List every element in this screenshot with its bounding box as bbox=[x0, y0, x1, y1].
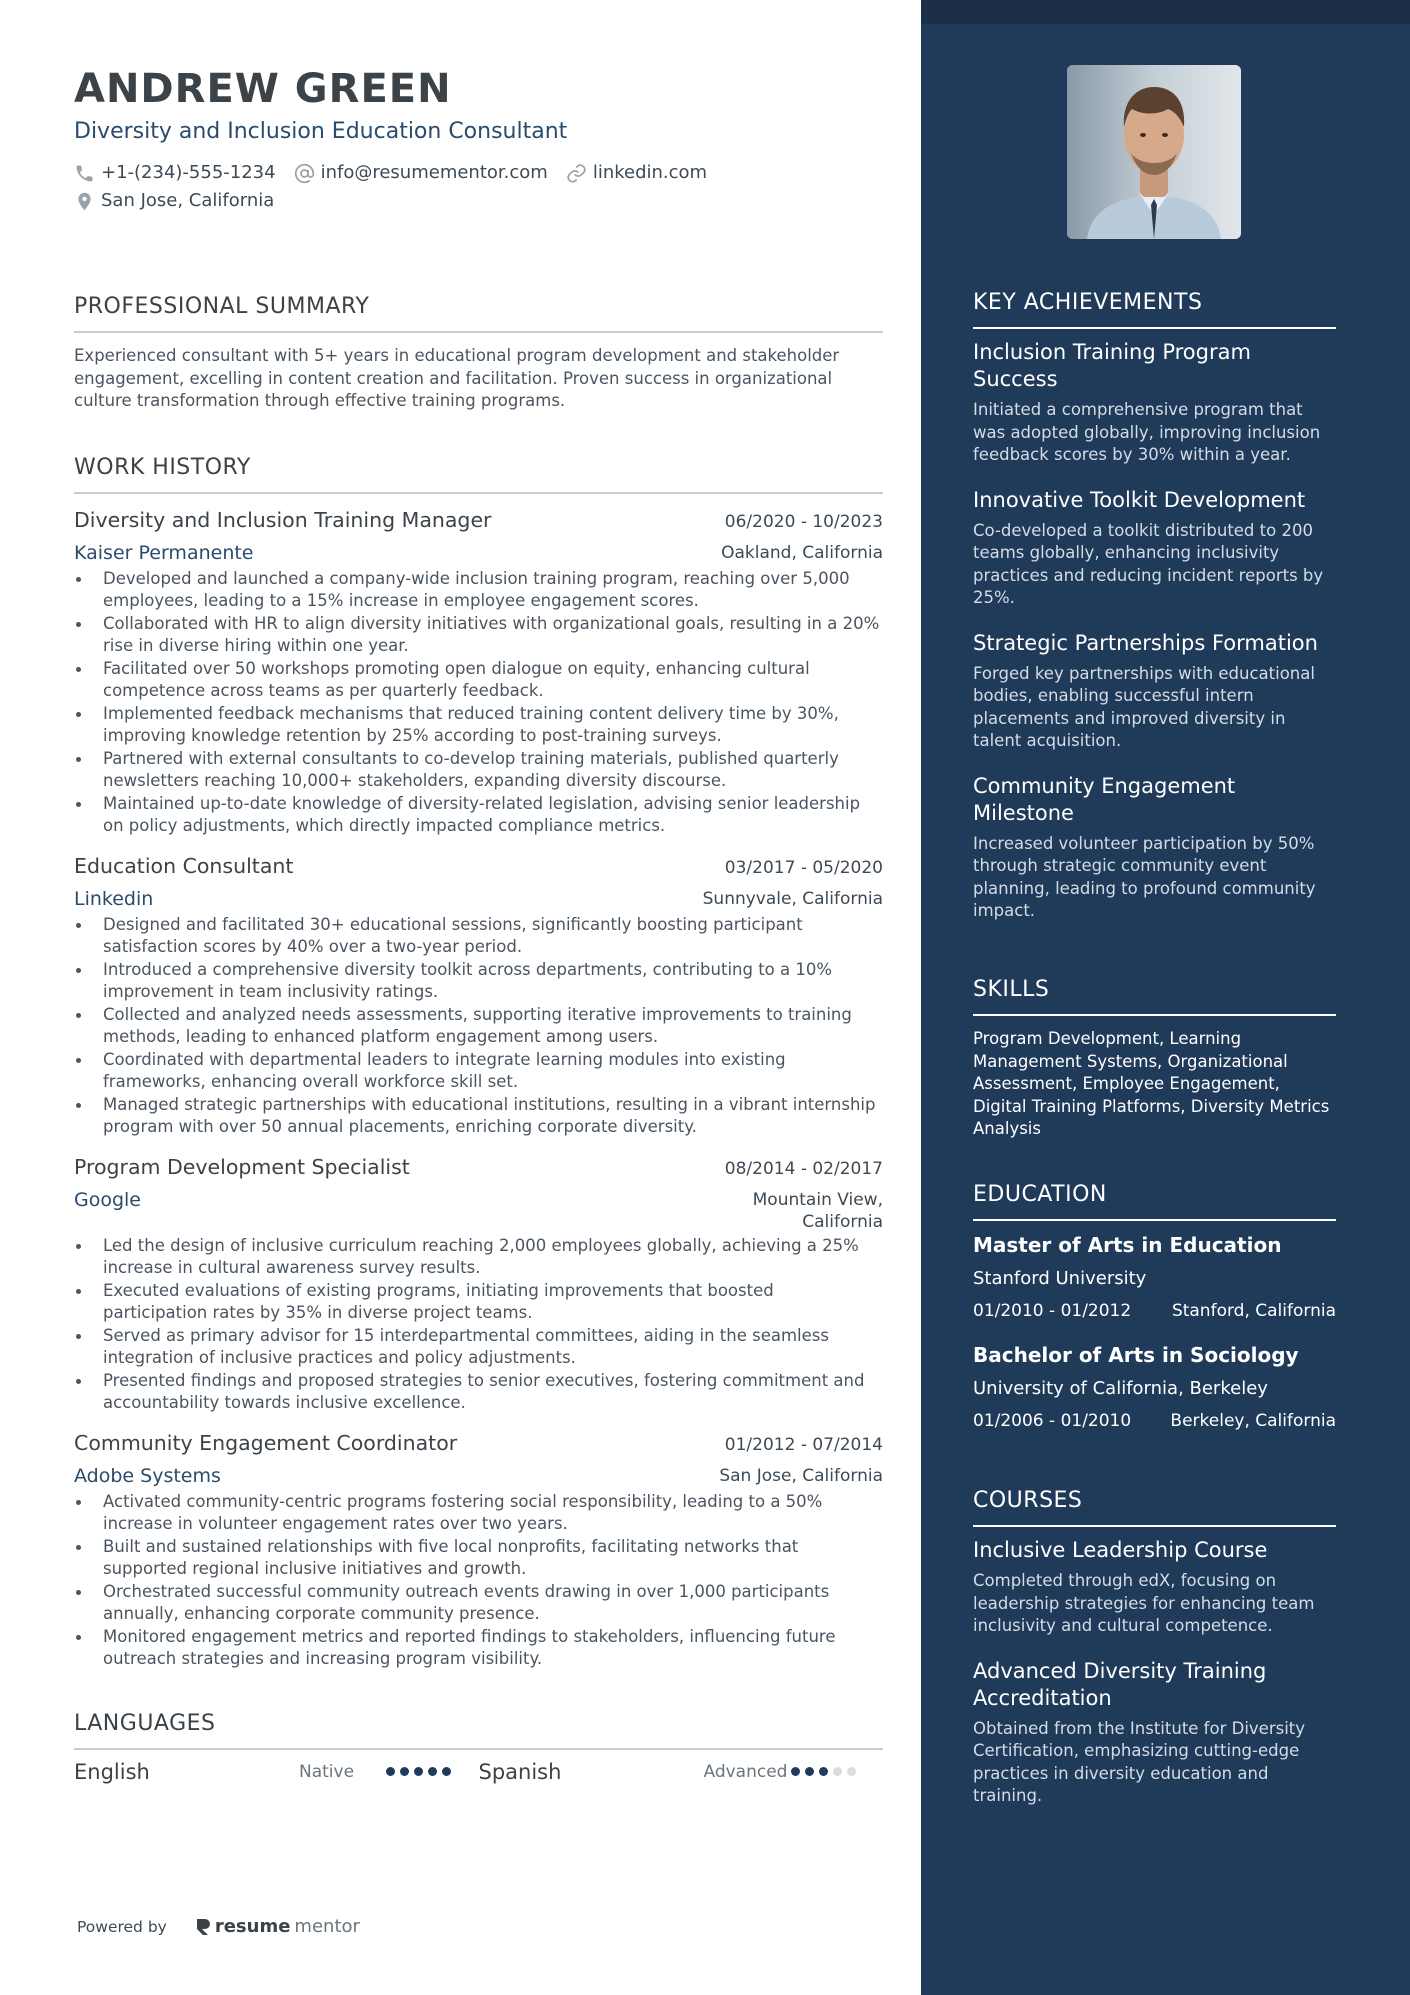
profile-photo bbox=[1067, 65, 1241, 239]
rating-dot-filled bbox=[819, 1767, 828, 1776]
bullet-item: Managed strategic partnerships with educational institutions, resulting in a vibrant internship program with over 50 annual placements, enriching corporate diversity. bbox=[74, 1094, 883, 1139]
job-header bbox=[74, 506, 883, 534]
job-subheader bbox=[74, 540, 883, 566]
courses-heading: COURSES bbox=[973, 1488, 1336, 1527]
course-text: Completed through edX, focusing on leadership strategies for enhancing team inclusivity and cultural competence. bbox=[973, 1571, 1315, 1635]
job-company: Kaiser Permanente bbox=[74, 541, 254, 564]
achievement-text: Initiated a comprehensive program that was adopted globally, improving inclusion feedback scores by 30% within a year. bbox=[973, 400, 1321, 464]
course-title: Advanced Diversity Training Accreditation bbox=[973, 1658, 1267, 1710]
courses-list bbox=[973, 1537, 1336, 1808]
bullet-item: Monitored engagement metrics and reported findings to stakeholders, influencing future outreach strategies and increasing program visibility. bbox=[74, 1626, 883, 1671]
work-heading: WORK HISTORY bbox=[74, 455, 883, 494]
achievement-text: Increased volunteer participation by 50% through strategic community event planning, leading to profound community impact. bbox=[973, 833, 1316, 920]
bullet-item: Led the design of inclusive curriculum reaching 2,000 employees globally, achieving a 25% increase in cultural awareness survey results. bbox=[74, 1235, 883, 1280]
job-company: Linkedin bbox=[74, 887, 154, 910]
language-level: Native bbox=[299, 1761, 355, 1782]
brand-logo[interactable] bbox=[195, 1916, 360, 1937]
location-pin-icon bbox=[74, 191, 95, 212]
job-header bbox=[74, 852, 883, 880]
portrait-image bbox=[1067, 65, 1241, 239]
education-degree: Master of Arts in Education bbox=[973, 1233, 1282, 1257]
rating-dot-filled bbox=[386, 1767, 395, 1776]
candidate-title: Diversity and Inclusion Education Consultant bbox=[74, 119, 568, 144]
job-title: Community Engagement Coordinator bbox=[74, 1430, 458, 1455]
education-dates: 01/2010 - 01/2012 bbox=[973, 1301, 1132, 1321]
course-title: Inclusive Leadership Course bbox=[973, 1538, 1268, 1562]
bullet-item: Presented findings and proposed strategies to senior executives, fostering commitment and accountability towards inclusive excellence. bbox=[74, 1370, 883, 1415]
language-rating bbox=[791, 1767, 856, 1776]
job-dates: 01/2012 - 07/2014 bbox=[724, 1434, 883, 1455]
sidebar bbox=[921, 0, 1410, 1995]
job-bullets bbox=[74, 914, 883, 1139]
job-company: Google bbox=[74, 1188, 142, 1211]
job-title: Diversity and Inclusion Training Manager bbox=[74, 507, 492, 532]
work-section bbox=[74, 455, 883, 1671]
job-subheader bbox=[74, 886, 883, 912]
linkedin-text: linkedin.com bbox=[592, 162, 708, 183]
rating-dot-filled bbox=[414, 1767, 423, 1776]
achievement-text: Co-developed a toolkit distributed to 200 teams globally, enhancing inclusivity practices and reducing incident reports by 25%. bbox=[973, 520, 1324, 607]
job-bullets bbox=[74, 568, 883, 838]
rating-dot-empty bbox=[833, 1767, 842, 1776]
contact-row bbox=[74, 160, 883, 186]
job-entry bbox=[74, 1153, 883, 1415]
at-sign-icon bbox=[294, 163, 315, 184]
bullet-item: Orchestrated successful community outreach events drawing in over 1,000 participants annually, enhancing corporate community presence. bbox=[74, 1581, 883, 1626]
achievement-title: Inclusion Training Program Success bbox=[973, 340, 1251, 391]
bullet-item: Designed and facilitated 30+ educational sessions, significantly boosting participant satisfaction scores by 40% over a two-year period. bbox=[74, 914, 883, 959]
bullet-item: Maintained up-to-date knowledge of diversity-related legislation, advising senior leadership on policy adjustments, which directly impacted compliance metrics. bbox=[74, 793, 883, 838]
education-heading: EDUCATION bbox=[973, 1182, 1336, 1221]
bullet-item: Served as primary advisor for 15 interdepartmental committees, aiding in the seamless integration of inclusive practices and policy adjustments. bbox=[74, 1325, 883, 1370]
skills-text: Program Development, Learning Management Systems, Organizational Assessment, Employee Engagement, Digital Training Platforms, Diversity Metrics Analysis bbox=[973, 1029, 1330, 1138]
education-dates: 01/2006 - 01/2010 bbox=[973, 1411, 1132, 1431]
rating-dot-filled bbox=[400, 1767, 409, 1776]
bullet-item: Activated community-centric programs fostering social responsibility, leading to a 50% increase in volunteer engagement rates over two years. bbox=[74, 1491, 883, 1536]
email-text: info@resumementor.com bbox=[320, 162, 548, 183]
language-rating bbox=[386, 1767, 451, 1776]
education-list bbox=[973, 1231, 1336, 1431]
education-meta bbox=[973, 1301, 1336, 1321]
contact-location bbox=[74, 188, 274, 214]
education-meta bbox=[973, 1411, 1336, 1431]
powered-by-label: Powered by bbox=[77, 1917, 167, 1936]
powered-by bbox=[77, 1916, 360, 1937]
bullet-item: Coordinated with departmental leaders to integrate learning modules into existing frameworks, enhancing overall workforce skill set. bbox=[74, 1049, 883, 1094]
language-name: English bbox=[74, 1759, 150, 1784]
languages-section bbox=[74, 1711, 883, 1784]
achievements-list bbox=[973, 339, 1336, 923]
summary-heading: PROFESSIONAL SUMMARY bbox=[74, 294, 883, 333]
job-dates: 06/2020 - 10/2023 bbox=[724, 511, 883, 532]
education-degree: Bachelor of Arts in Sociology bbox=[973, 1343, 1299, 1367]
education-location: Berkeley, California bbox=[1170, 1411, 1336, 1431]
skills-heading: SKILLS bbox=[973, 977, 1336, 1016]
job-bullets bbox=[74, 1491, 883, 1671]
rating-dot-filled bbox=[442, 1767, 451, 1776]
rating-dot-filled bbox=[791, 1767, 800, 1776]
summary-text: Experienced consultant with 5+ years in educational program development and stakeholder engagement, excelling in content creation and facilitation. Proven success in organizational culture transformation through effective training programs. bbox=[74, 346, 840, 410]
brand-thin: mentor bbox=[294, 1916, 360, 1937]
achievement-title: Innovative Toolkit Development bbox=[973, 487, 1306, 512]
bullet-item: Built and sustained relationships with five local nonprofits, facilitating networks that supported regional inclusive initiatives and growth. bbox=[74, 1536, 883, 1581]
sidebar-top-bar bbox=[921, 0, 1410, 24]
contact-email[interactable] bbox=[294, 160, 548, 186]
languages-heading: LANGUAGES bbox=[74, 1711, 883, 1750]
job-dates: 03/2017 - 05/2020 bbox=[724, 857, 883, 878]
achievement-text: Forged key partnerships with educational bodies, enabling successful intern placements and improved diversity in talent acquisition. bbox=[973, 663, 1315, 750]
rating-dot-filled bbox=[428, 1767, 437, 1776]
job-location: Mountain View, California bbox=[752, 1189, 883, 1232]
location-text: San Jose, California bbox=[101, 190, 275, 211]
education-location: Stanford, California bbox=[1171, 1301, 1336, 1321]
contact-linkedin[interactable] bbox=[566, 160, 707, 186]
job-subheader bbox=[74, 1187, 883, 1233]
bullet-item: Facilitated over 50 workshops promoting open dialogue on equity, enhancing cultural competence across teams as per quarterly feedback. bbox=[74, 658, 883, 703]
languages-row bbox=[74, 1760, 883, 1784]
job-entry bbox=[74, 506, 883, 838]
achievement-title: Strategic Partnerships Formation bbox=[973, 630, 1318, 655]
achievement-title: Community Engagement Milestone bbox=[973, 773, 1236, 825]
bullet-item: Developed and launched a company-wide inclusion training program, reaching over 5,000 employees, leading to a 15% increase in employee engagement scores. bbox=[74, 568, 883, 613]
bullet-item: Collected and analyzed needs assessments, supporting iterative improvements to training methods, leading to enhanced platform engagement among users. bbox=[74, 1004, 883, 1049]
contact-phone[interactable] bbox=[74, 160, 276, 186]
language-item bbox=[479, 1760, 884, 1784]
language-item bbox=[74, 1760, 479, 1784]
job-title: Education Consultant bbox=[74, 853, 294, 878]
bullet-item: Introduced a comprehensive diversity toolkit across departments, contributing to a 10% improvement in team inclusivity ratings. bbox=[74, 959, 883, 1004]
job-title: Program Development Specialist bbox=[74, 1154, 410, 1179]
rating-dot-filled bbox=[805, 1767, 814, 1776]
job-entry bbox=[74, 852, 883, 1139]
course-text: Obtained from the Institute for Diversity Certification, emphasizing cutting-edge practices in diversity education and training. bbox=[973, 1718, 1306, 1805]
job-subheader bbox=[74, 1463, 883, 1489]
job-header bbox=[74, 1429, 883, 1457]
education-school: University of California, Berkeley bbox=[973, 1378, 1268, 1399]
link-icon bbox=[566, 163, 587, 184]
bullet-item: Executed evaluations of existing programs, initiating improvements that boosted participation rates by 35% in diverse project teams. bbox=[74, 1280, 883, 1325]
achievements-section bbox=[973, 290, 1336, 923]
courses-section bbox=[973, 1488, 1336, 1808]
summary-section bbox=[74, 294, 883, 413]
contact-row-2 bbox=[74, 188, 883, 214]
brand-bold: resume bbox=[214, 1916, 291, 1937]
education-section bbox=[973, 1182, 1336, 1431]
job-bullets bbox=[74, 1235, 883, 1415]
phone-icon bbox=[74, 163, 95, 184]
job-dates: 08/2014 - 02/2017 bbox=[724, 1158, 883, 1179]
bullet-item: Collaborated with HR to align diversity initiatives with organizational goals, resulting in a 20% rise in diverse hiring within one year. bbox=[74, 613, 883, 658]
rating-dot-empty bbox=[847, 1767, 856, 1776]
language-name: Spanish bbox=[478, 1759, 562, 1784]
jobs-list bbox=[74, 506, 883, 1671]
job-company: Adobe Systems bbox=[74, 1464, 221, 1487]
job-location: Sunnyvale, California bbox=[702, 888, 883, 909]
bullet-item: Implemented feedback mechanisms that reduced training content delivery time by 30%, improving knowledge retention by 25% according to post-training surveys. bbox=[74, 703, 883, 748]
candidate-name: ANDREW GREEN bbox=[74, 66, 452, 112]
achievements-heading: KEY ACHIEVEMENTS bbox=[973, 290, 1336, 329]
phone-text: +1-(234)-555-1234 bbox=[101, 162, 276, 183]
job-header bbox=[74, 1153, 883, 1181]
skills-section bbox=[973, 977, 1336, 1141]
job-entry bbox=[74, 1429, 883, 1671]
education-school: Stanford University bbox=[973, 1268, 1147, 1289]
brand-mark-icon bbox=[195, 1917, 211, 1937]
job-location: Oakland, California bbox=[721, 542, 883, 563]
job-location: San Jose, California bbox=[719, 1465, 883, 1486]
language-level: Advanced bbox=[703, 1761, 788, 1782]
bullet-item: Partnered with external consultants to co-develop training materials, published quarterly newsletters reaching 10,000+ stakeholders, expanding diversity discourse. bbox=[74, 748, 883, 793]
